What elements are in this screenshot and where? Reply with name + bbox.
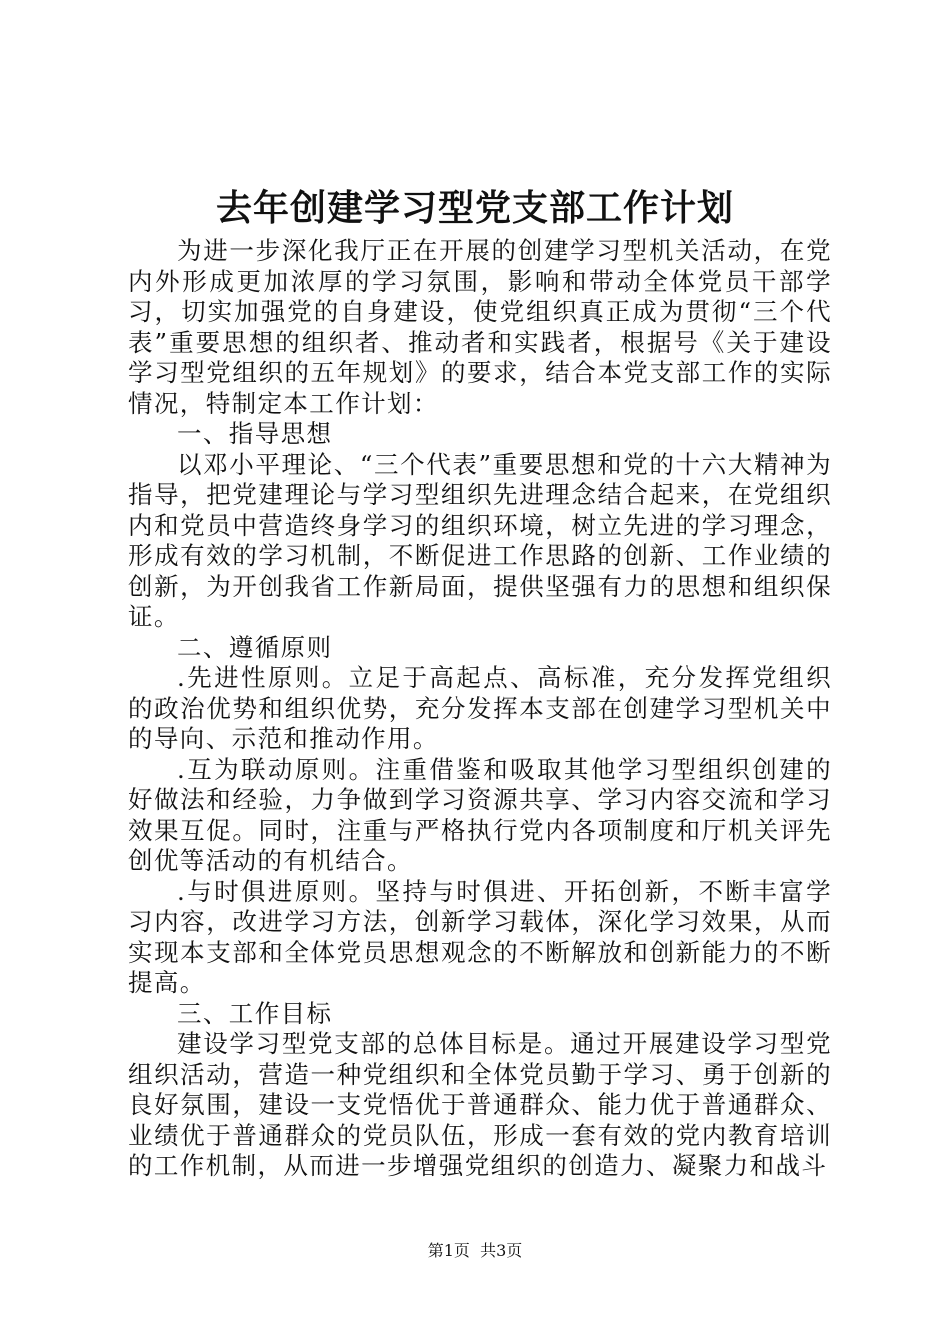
goals-paragraph: 建设学习型党支部的总体目标是。通过开展建设学习型党组织活动，营造一种党组织和全体党员勤于学习、勇于创新的良好氛围，建设一支党悟优于普通群众、能力优于普通群众、业绩优于普通群众的党员队伍，形成一套有效的党内教育培训的工作机制，从而进一步增强党组织的创造力、凝聚力和战斗 (128, 1029, 832, 1180)
section-heading-guiding-ideology: 一、指导思想 (177, 419, 333, 448)
document-body (128, 236, 832, 1182)
section-heading-goals: 三、工作目标 (177, 998, 333, 1028)
principle-progress-paragraph: .与时俱进原则。坚持与时俱进、开拓创新，不断丰富学习内容，改进学习方法，创新学习载体，深化学习效果，从而实现本支部和全体党员思想观念的不断解放和创新能力的不断提高。 (128, 876, 832, 997)
section-heading-principles: 二、遵循原则 (177, 632, 333, 662)
guiding-ideology-paragraph: 以邓小平理论、“三个代表”重要思想和党的十六大精神为指导，把党建理论与学习型组织先进理念结合起来，在党组织内和党员中营造终身学习的组织环境，树立先进的学习理念，形成有效的学习机制，不断促进工作思路的创新、工作业绩的创新，为开创我省工作新局面，提供坚强有力的思想和组织保证。 (128, 449, 832, 631)
document-title: 去年创建学习型党支部工作计划 (215, 187, 734, 229)
page-number-footer: 第1页 共3页 (427, 1241, 523, 1260)
intro-paragraph: 为进一步深化我厅正在开展的创建学习型机关活动，在党内外形成更加浓厚的学习氛围，影响和带动全体党员干部学习，切实加强党的自身建设，使党组织真正成为贯彻“三个代表”重要思想的组织者、推动者和实践者，根据号《关于建设学习型党组织的五年规划》的要求，结合本党支部工作的实际情况，特制定本工作计划： (128, 236, 832, 418)
principle-advanced-paragraph: .先进性原则。立足于高起点、高标准，充分发挥党组织的政治优势和组织优势，充分发挥本支部在创建学习型机关中的导向、示范和推动作用。 (128, 663, 832, 753)
principle-linkage-paragraph: .互为联动原则。注重借鉴和吸取其他学习型组织创建的好做法和经验，力争做到学习资源共享、学习内容交流和学习效果互促。同时，注重与严格执行党内各项制度和厅机关评先创优等活动的有机结合。 (128, 754, 832, 875)
